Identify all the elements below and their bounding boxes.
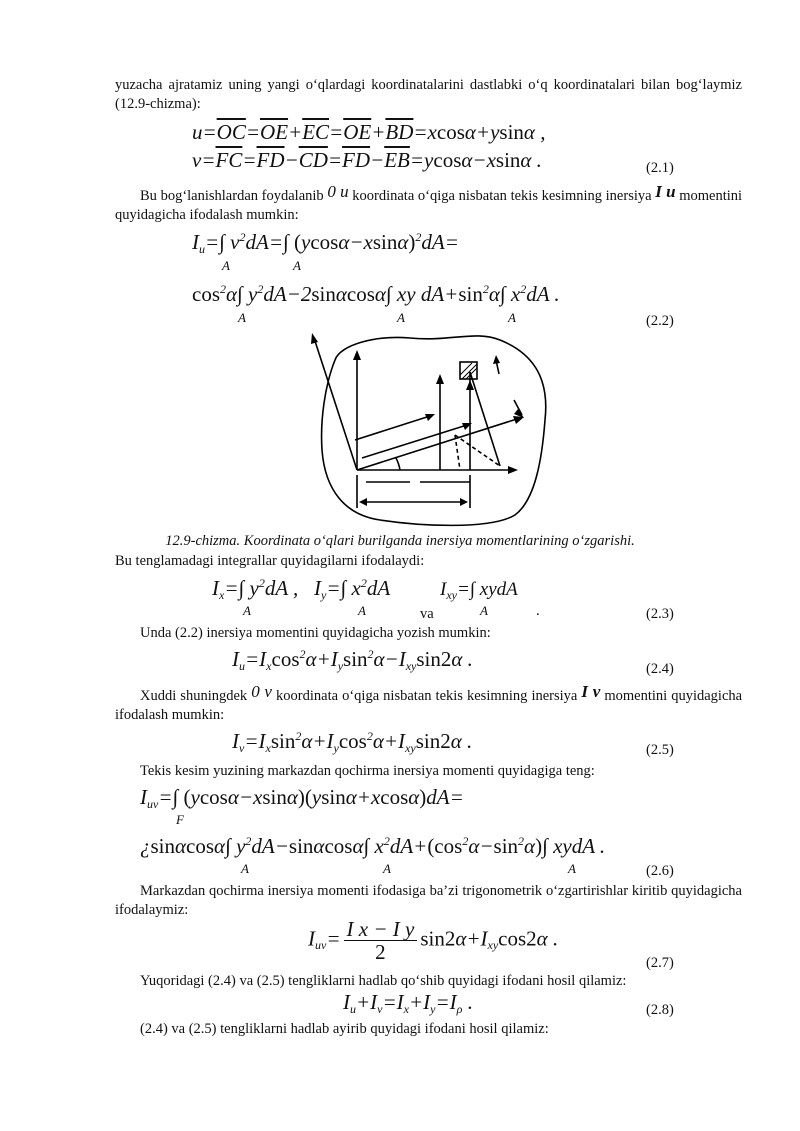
equation-2-7: Iuv= $\frac{\text{I x − I y}}{2}$ sin2α+Ixycos2α . xyxy=(308,917,559,964)
integral-limit: A xyxy=(222,258,230,273)
figure-caption: 12.9-chizma. Koordinata o‘qlari burilganda inersiya momentlarining o‘zgarishi. xyxy=(165,533,635,549)
paragraph-2: Bu bog‘lanishlardan foydalanib 0 u koordinata o‘qiga nisbatan tekis kesimning inersiya I u momentini quyidagicha ifodalash mumkin: xyxy=(115,182,743,223)
integral-limit: A xyxy=(243,603,251,618)
paragraph-4: Unda (2.2) inersiya momentini quyidagicha yozish mumkin: xyxy=(140,625,491,641)
equation-2-6-line-1: Iuv=∫ (ycosα−xsinα)(ysinα+xcosα)dA= xyxy=(140,785,464,811)
equation-number-2-5: (2.5) xyxy=(646,742,674,758)
integral-limit: A xyxy=(383,861,391,876)
integral-limit: A xyxy=(508,310,516,325)
period: . xyxy=(536,603,540,619)
integral-limit: A xyxy=(358,603,366,618)
equation-2-2-line-1: Iu=∫ $v^2dA=\int$ $(ycos\alpha-xsin\alpha)^2dA=$ xyxy=(192,230,459,256)
u-axis xyxy=(357,418,520,470)
equation-2-1-line-2: $v=\overline{FC}=\overline{FD}-\overline{CD}=\overline{FD}-\overline{EB}=ycos\alpha-xsin\alpha$ . xyxy=(192,148,542,172)
equation-2-5: Iv=Ixsin$^2$α+Iycos$^2$α+Ixysin2α . xyxy=(232,729,473,755)
integral-limit: A xyxy=(241,861,249,876)
symbol-0u: 0 u xyxy=(327,182,349,201)
equation-number-2-2: (2.2) xyxy=(646,313,674,329)
integral-limit: A xyxy=(397,310,405,325)
paragraph-8: Yuqoridagi (2.4) va (2.5) tengliklarni hadlab qo‘shib quyidagi ifodani hosil qilamiz: xyxy=(140,973,627,989)
paragraph-5: Xuddi shuningdek 0 v koordinata o‘qiga nisbatan tekis kesimning inersiya I v momentini quyidagicha ifodalash mumkin: xyxy=(115,682,743,723)
symbol-0v: 0 v xyxy=(251,682,272,701)
equation-2-3-ixy: $I_{xy}=\int$ xydA xyxy=(440,579,518,602)
paragraph-9: (2.4) va (2.5) tengliklarni hadlab ayirib quyidagi ifodani hosil qilamiz: xyxy=(140,1021,549,1037)
section-outline xyxy=(322,336,546,525)
integral-limit: A xyxy=(293,258,301,273)
integral-limit: A xyxy=(568,861,576,876)
equation-2-6-line-2: ¿sinαcosα∫ $y^2dA-\sin\alpha\cos\alpha\int$ $x^2dA+(\cos^2\alpha-\sin^2\alpha)\int$ xydA . xyxy=(140,834,606,858)
integral-limit: A xyxy=(480,603,488,618)
equation-number-2-7: (2.7) xyxy=(646,955,674,971)
equation-2-1-line-1: $u=\overline{OC}=\overline{OE}+\overline{EC}=\overline{OE}+\overline{BD}=xcos\alpha+ysin\alpha$ , xyxy=(192,120,546,144)
equation-2-4: Iu=Ixcos$^2$α+Iysin$^2$α−Ixysin2α . xyxy=(232,647,473,673)
fraction: $\frac{\text{I x − I y}}{2}$ xyxy=(344,918,418,963)
symbol-iu: I u xyxy=(655,182,676,201)
equation-number-2-3: (2.3) xyxy=(646,606,674,622)
equation-number-2-4: (2.4) xyxy=(646,661,674,677)
paragraph-7: Markazdan qochirma inersiya momenti ifodasiga ba’zi trigonometrik o‘zgartirishlar kiritib quyidagicha ifodalaymiz: xyxy=(115,883,742,918)
integral-limit: A xyxy=(238,310,246,325)
paragraph-6: Tekis kesim yuzining markazdan qochirma inersiya momenti quyidagiga teng: xyxy=(140,763,595,779)
equation-number-2-1: (2.1) xyxy=(646,160,674,176)
integral-limit: F xyxy=(176,812,184,827)
equation-2-2-line-2: $\cos^2\alpha\int$ $y^2dA-2\sin\alpha\cos\alpha\int$ xy $dA+\sin^2\alpha\int$ $x^2dA$ . xyxy=(192,282,560,306)
equation-number-2-8: (2.8) xyxy=(646,1002,674,1018)
equation-2-8: Iu+Iv=Ix+Iy=Iρ . xyxy=(343,990,473,1016)
paragraph-1: yuzacha ajratamiz uning yangi o‘qlardagi koordinatalarini dastlabki o‘q koordinatalari bilan bog‘laymiz (12.9-chizma): xyxy=(115,77,742,112)
paragraph-3: Bu tenglamadagi integrallar quyidagilarni ifodalaydi: xyxy=(115,553,425,569)
equation-2-3: Ix=∫ $y^2dA$ , Iy=∫ $x^2dA$ xyxy=(212,576,391,602)
word-va: va xyxy=(420,606,434,622)
equation-number-2-6: (2.6) xyxy=(646,863,674,879)
symbol-iv: I v xyxy=(581,682,601,701)
figure-12-9 xyxy=(300,330,560,530)
